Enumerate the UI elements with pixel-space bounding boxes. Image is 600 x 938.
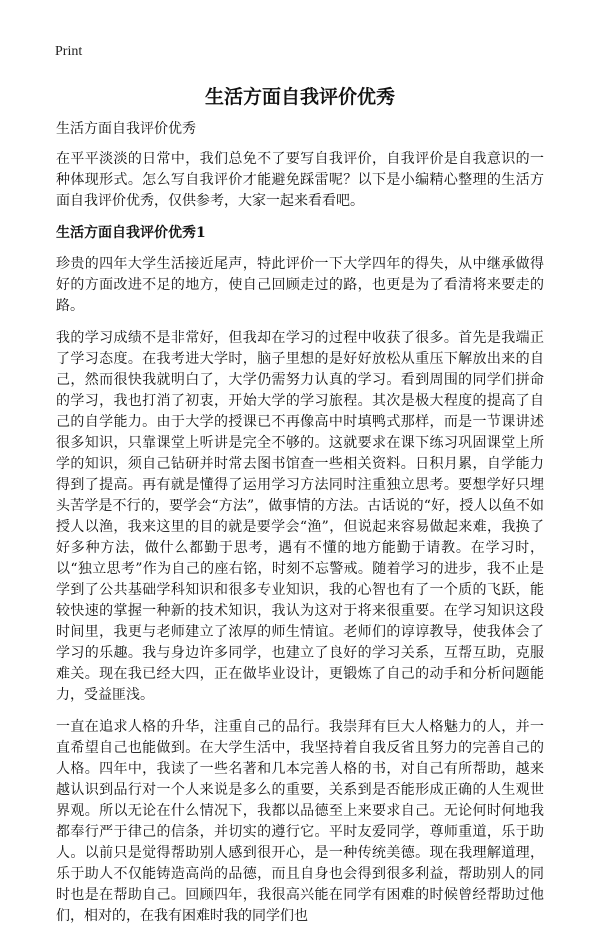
body-paragraph-2: 我的学习成绩不是非常好，但我却在学习的过程中收获了很多。首先是我端正了学习态度。在我考进大学时，脑子里想的是好好放松从重压下解放出来的自己，然而很快我就明白了，大学仍需努力认真的学习。看到周围的同学们拼命的学习，我也打消了初衷，开始大学的学习旅程。其次是极大程度的提高了自己的自学能力。由于大学的授课已不再像高中时填鸭式那样，而是一节课讲述很多知识，只靠课堂上听讲是完全不够的。这就要求在课下练习巩固课堂上所学的知识，须自己钻研并时常去图书馆查一些相关资料。日积月累，自学能力得到了提高。再有就是懂得了运用学习方法同时注重独立思考。要想学好只埋头苦学是不行的，要学会“方法”，做事情的方法。古话说的“好，授人以鱼不如授人以渔，我来这里的目的就是要学会“渔”，但说起来容易做起来难，我换了好多种方法，做什么都勤于思考，遇有不懂的地方能勤于请教。在学习时，以“独立思考”作为自己的座右铭，时刻不忘警戒。随着学习的进步，我不止是学到了公共基础学科知识和很多专业知识，我的心智也有了一个质的飞跃，能较快速的掌握一种新的技术知识，我认为这对于将来很重要。在学习知识这段时间里，我更与老师建立了浓厚的师生情谊。老师们的谆谆教导，使我体会了学习的乐趣。我与身边许多同学，也建立了良好的学习关系，互帮互助，克服难关。现在我已经大四，正在做毕业设计，更锻炼了自己的动手和分析问题能力，受益匪浅。 [56, 330, 544, 703]
intro-paragraph: 在平平淡淡的日常中，我们总免不了要写自我评价，自我评价是自我意识的一种体现形式。怎么写自我评价才能避免踩雷呢？以下是小编精心整理的生活方面自我评价优秀，仅供参考，大家一起来看看吧。 [56, 151, 544, 209]
print-link[interactable]: Print [55, 44, 83, 59]
section-heading: 生活方面自我评价优秀1 [56, 225, 206, 241]
document-subtitle: 生活方面自我评价优秀 [56, 121, 196, 137]
document-body [56, 120, 544, 938]
page-title: 生活方面自我评价优秀 [204, 86, 395, 108]
body-paragraph-1: 珍贵的四年大学生活接近尾声，特此评价一下大学四年的得失，从中继承做得好的方面改进不足的地方，使自己回顾走过的路，也更是为了看清将来要走的路。 [56, 256, 544, 314]
body-paragraph-3: 一直在追求人格的升华，注重自己的品行。我崇拜有巨大人格魅力的人，并一直希望自己也能做到。在大学生活中，我坚持着自我反省且努力的完善自己的人格。四年中，我读了一些名著和几本完善人格的书，对自己有所帮助，越来越认识到品行对一个人来说是多么的重要，关系到是否能形成正确的人生观世界观。所以无论在什么情况下，我都以品德至上来要求自己。无论何时何地我都奉行严于律己的信条，并切实的遵行它。平时友爱同学，尊师重道，乐于助人。以前只是觉得帮助别人感到很开心，是一种传统美德。现在我理解道理，乐于助人不仅能铸造高尚的品德，而且自身也会得到很多利益，帮助别人的同时也是在帮助自己。回顾四年，我很高兴能在同学有困难的时候曾经帮助过他们，相对的，在我有困难时我的同学们也 [56, 719, 544, 924]
